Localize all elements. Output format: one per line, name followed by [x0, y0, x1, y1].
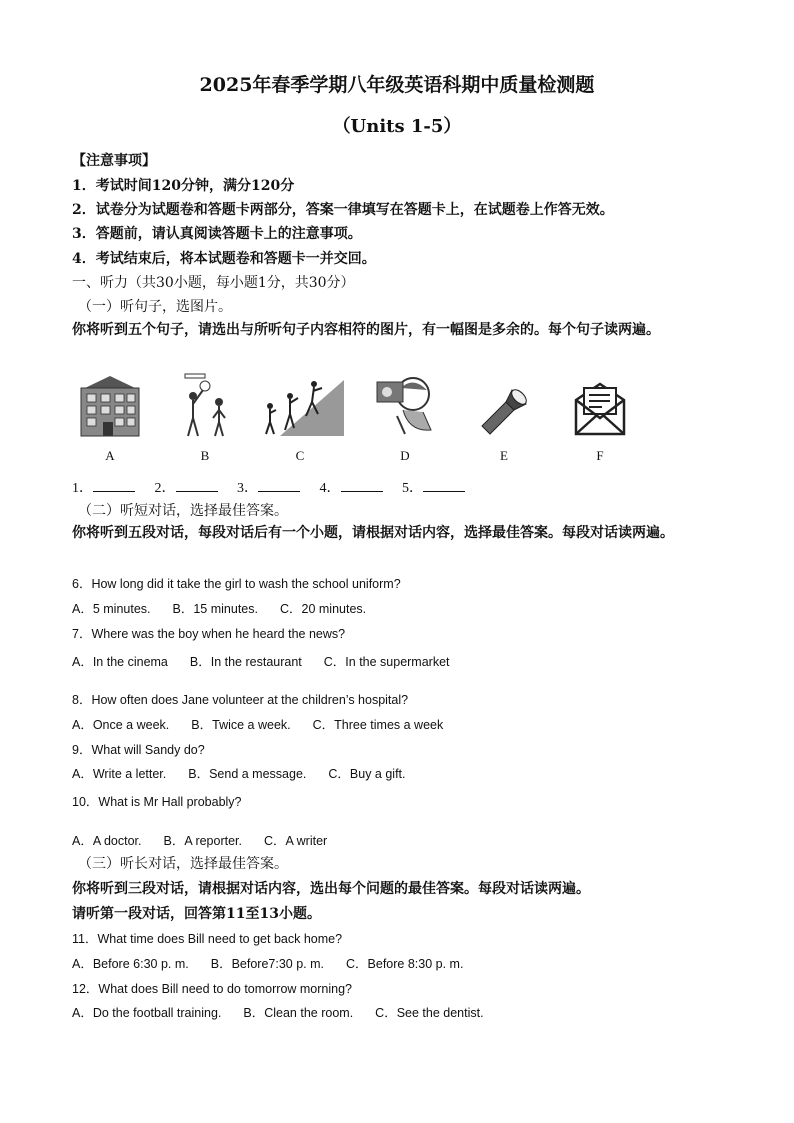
building-icon	[75, 372, 145, 440]
option: A．In the cinema	[72, 655, 168, 669]
picture-label: C	[295, 448, 305, 463]
picture-c	[260, 372, 340, 467]
picture-options	[70, 372, 630, 472]
section-heading: 一、听力（共30小题，每小题1分，共30分）	[72, 275, 355, 291]
options-row	[72, 954, 485, 972]
question: 11．What time does Bill need to get back home?	[72, 932, 343, 946]
options-row	[72, 599, 388, 617]
question: 10．What is Mr Hall probably?	[72, 795, 242, 809]
answer-blank[interactable]	[258, 479, 300, 492]
blank-number: 4．	[319, 481, 341, 496]
option: B．Send a message.	[188, 767, 307, 781]
part3-heading: （三）听长对话，选择最佳答案。	[78, 856, 288, 872]
option: C．Before 8:30 p. m.	[346, 957, 464, 971]
answer-blank[interactable]	[93, 479, 135, 492]
mask-figure-icon	[373, 372, 437, 440]
picture-b	[165, 372, 245, 467]
option: A．Once a week.	[72, 718, 170, 732]
hikers-icon	[260, 372, 344, 440]
option: C．20 minutes.	[279, 602, 367, 616]
flashlight-icon	[472, 372, 536, 440]
option: A．5 minutes.	[72, 602, 151, 616]
part1-heading: （一）听句子，选图片。	[78, 299, 232, 315]
option: C．Buy a gift.	[328, 767, 406, 781]
picture-d	[365, 372, 445, 467]
option: B．15 minutes.	[172, 602, 258, 616]
picture-f	[560, 372, 640, 467]
option: B．Before7:30 p. m.	[210, 957, 324, 971]
option: A．Before 6:30 p. m.	[72, 957, 189, 971]
question: 6．How long did it take the girl to wash the school uniform?	[72, 577, 401, 591]
answer-blank[interactable]	[341, 479, 383, 492]
blank-number: 1．	[72, 481, 93, 496]
picture-label: F	[596, 448, 604, 463]
envelope-icon	[568, 372, 632, 440]
part3-instruction: 你将听到三段对话，请根据对话内容，选出每个问题的最佳答案。每段对话读两遍。	[72, 881, 590, 897]
answer-blank[interactable]	[176, 479, 218, 492]
answer-blanks	[72, 477, 481, 497]
question: 7．Where was the boy when he heard the news?	[72, 627, 346, 641]
note-item: 1．考试时间120分钟，满分120分	[72, 178, 295, 194]
option: B．Clean the room.	[243, 1006, 354, 1020]
part2-heading: （二）听短对话，选择最佳答案。	[78, 503, 288, 519]
picture-label: E	[500, 448, 508, 463]
picture-a	[70, 372, 150, 467]
option: A．Write a letter.	[72, 767, 167, 781]
option: C．A writer	[264, 834, 328, 848]
answer-blank[interactable]	[423, 479, 465, 492]
notes-heading: 【注意事项】	[72, 153, 156, 169]
option: B．A reporter.	[163, 834, 242, 848]
option: C．Three times a week	[312, 718, 444, 732]
option: A．A doctor.	[72, 834, 142, 848]
option: C．In the supermarket	[323, 655, 450, 669]
note-item: 4．考试结束后，将本试题卷和答题卡一并交回。	[72, 251, 376, 267]
picture-label: A	[105, 448, 115, 463]
options-row	[72, 764, 428, 782]
picture-label: B	[200, 448, 210, 463]
question: 9．What will Sandy do?	[72, 743, 205, 757]
blank-number: 3．	[237, 481, 258, 496]
note-item: 3．答题前，请认真阅读答题卡上的注意事项。	[72, 226, 362, 242]
options-row	[72, 715, 465, 733]
options-row	[72, 1003, 506, 1021]
question: 8．How often does Jane volunteer at the children’s hospital?	[72, 693, 409, 707]
page-title: 2025年春季学期八年级英语科期中质量检测题	[199, 74, 595, 96]
question: 12．What does Bill need to do tomorrow morning?	[72, 982, 353, 996]
options-row	[72, 831, 349, 849]
picture-e	[464, 372, 544, 467]
picture-label: D	[400, 448, 410, 463]
option: B．In the restaurant	[189, 655, 302, 669]
option: C．See the dentist.	[375, 1006, 484, 1020]
page-subtitle: （Units 1-5）	[332, 116, 462, 137]
part1-instruction: 你将听到五个句子，请选出与所听句子内容相符的图片，有一幅图是多余的。每个句子读两遍。	[72, 322, 660, 338]
part2-instruction: 你将听到五段对话，每段对话后有一个小题，请根据对话内容，选择最佳答案。每段对话读两遍。	[72, 525, 674, 541]
option: A．Do the football training.	[72, 1006, 222, 1020]
option: B．Twice a week.	[191, 718, 291, 732]
note-item: 2．试卷分为试题卷和答题卡两部分，答案一律填写在答题卡上，在试题卷上作答无效。	[72, 202, 614, 218]
part3-sub-instruction: 请听第一段对话，回答第11至13小题。	[72, 906, 321, 922]
blank-number: 5．	[402, 481, 423, 496]
basketball-kids-icon	[175, 372, 235, 440]
options-row	[72, 652, 472, 670]
blank-number: 2．	[154, 481, 176, 496]
